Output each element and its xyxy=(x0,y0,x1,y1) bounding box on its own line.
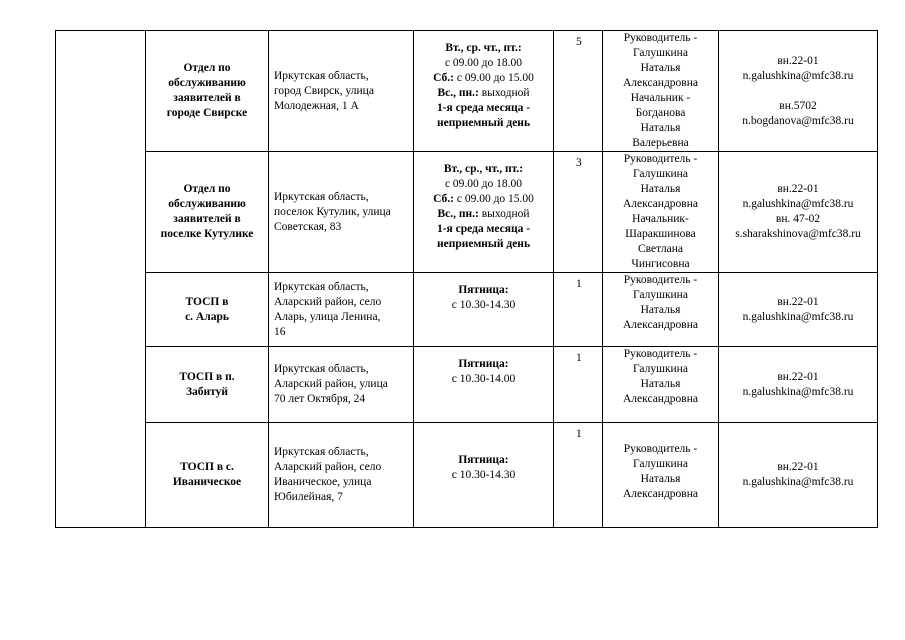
windows-count: 3 xyxy=(554,152,603,273)
office-address: Иркутская область, Аларский район, улица 70 лет Октября, 24 xyxy=(269,347,414,423)
office-name: ТОСП в п. Забитуй xyxy=(146,347,269,423)
office-schedule: Пятница: с 10.30-14.30 xyxy=(414,273,554,347)
email-link[interactable]: n.galushkina@mfc38.ru xyxy=(742,385,854,398)
windows-count: 1 xyxy=(554,347,603,423)
office-heads: Руководитель - Галушкина Наталья Александровна xyxy=(603,273,719,347)
office-heads: Руководитель - Галушкина Наталья Александровна Начальник- Шаракшинова Светлана Чингисовна xyxy=(603,152,719,273)
email-link[interactable]: n.bogdanova@mfc38.ru xyxy=(742,114,854,127)
office-contacts: вн.22-01 n.galushkina@mfc38.ru xyxy=(719,423,878,528)
office-heads: Руководитель - Галушкина Наталья Александровна xyxy=(603,423,719,528)
email-link[interactable]: n.galushkina@mfc38.ru xyxy=(742,198,854,210)
office-contacts: вн.22-01 n.galushkina@mfc38.ru xyxy=(719,347,878,423)
email-link[interactable]: n.galushkina@mfc38.ru xyxy=(742,310,854,323)
office-schedule: Вт., ср., чт., пт.: с 09.00 до 18.00 Сб.: с 09.00 до 15.00 Вс., пн.: выходной 1-я среда месяца - неприемный день xyxy=(414,152,554,273)
email-link[interactable]: s.sharakshinova@mfc38.ru xyxy=(735,228,861,240)
office-name: Отдел по обслуживанию заявителей в городе Свирске xyxy=(146,31,269,152)
office-contacts: вн.22-01 n.galushkina@mfc38.ru вн. 47-02 s.sharakshinova@mfc38.ru xyxy=(719,152,878,273)
office-address: Иркутская область, город Свирск, улица Молодежная, 1 А xyxy=(269,31,414,152)
email-link[interactable]: n.galushkina@mfc38.ru xyxy=(742,476,854,488)
office-heads: Руководитель - Галушкина Наталья Александровна xyxy=(603,347,719,423)
windows-count: 1 xyxy=(554,423,603,528)
office-name: ТОСП в с. Иваническое xyxy=(146,423,269,528)
office-address: Иркутская область, Аларский район, село Иваническое, улица Юбилейная, 7 xyxy=(269,423,414,528)
office-heads: Руководитель - Галушкина Наталья Александровна Начальник - Богданова Наталья Валерьевна xyxy=(603,31,719,152)
region-cell xyxy=(56,31,146,528)
email-link[interactable]: n.galushkina@mfc38.ru xyxy=(742,69,854,82)
office-schedule: Пятница: с 10.30-14.00 xyxy=(414,347,554,423)
office-contacts: вн.22-01 n.galushkina@mfc38.ru xyxy=(719,273,878,347)
office-address: Иркутская область, поселок Кутулик, улица Советская, 83 xyxy=(269,152,414,273)
offices-table xyxy=(55,30,878,528)
windows-count: 1 xyxy=(554,273,603,347)
office-address: Иркутская область, Аларский район, село Аларь, улица Ленина, 16 xyxy=(269,273,414,347)
windows-count: 5 xyxy=(554,31,603,152)
table-row xyxy=(56,273,878,347)
office-contacts: вн.22-01 n.galushkina@mfc38.ru вн.5702 n.bogdanova@mfc38.ru xyxy=(719,31,878,152)
table-row xyxy=(56,423,878,528)
office-name: ТОСП в с. Аларь xyxy=(146,273,269,347)
office-schedule: Вт., ср. чт., пт.: с 09.00 до 18.00 Сб.: с 09.00 до 15.00 Вс., пн.: выходной 1-я среда месяца - неприемный день xyxy=(414,31,554,152)
table-row xyxy=(56,152,878,273)
table-row xyxy=(56,31,878,152)
table-row xyxy=(56,347,878,423)
office-name: Отдел по обслуживанию заявителей в поселке Кутулике xyxy=(146,152,269,273)
office-schedule: Пятница: с 10.30-14.30 xyxy=(414,423,554,528)
